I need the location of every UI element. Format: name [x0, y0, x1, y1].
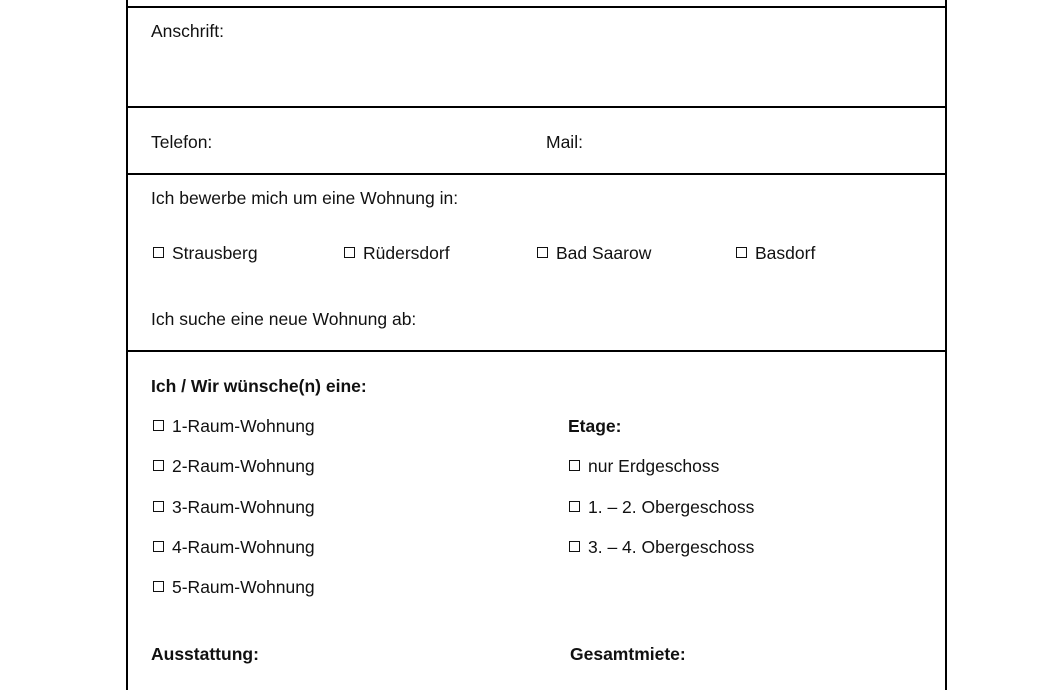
checkbox-icon[interactable] — [569, 501, 580, 512]
floor-heading: Etage: — [568, 416, 622, 436]
checkbox-3-room[interactable] — [153, 497, 315, 517]
checkbox-ruedersdorf[interactable] — [344, 243, 450, 263]
checkbox-label: 2-Raum-Wohnung — [172, 456, 315, 476]
checkbox-label: Basdorf — [755, 243, 816, 263]
checkbox-bad-saarow[interactable] — [537, 243, 651, 263]
mail-label: Mail: — [546, 132, 583, 152]
features-heading: Ausstattung: — [151, 644, 259, 664]
checkbox-label: Rüdersdorf — [363, 243, 450, 263]
divider-top — [128, 6, 945, 8]
checkbox-icon[interactable] — [537, 247, 548, 258]
checkbox-icon[interactable] — [569, 541, 580, 552]
checkbox-icon[interactable] — [344, 247, 355, 258]
checkbox-label: 4-Raum-Wohnung — [172, 537, 315, 557]
phone-label: Telefon: — [151, 132, 213, 152]
checkbox-icon[interactable] — [153, 541, 164, 552]
checkbox-floor-3-4[interactable] — [569, 537, 754, 557]
divider-contact — [128, 173, 945, 175]
checkbox-label: Bad Saarow — [556, 243, 652, 263]
checkbox-label: 1-Raum-Wohnung — [172, 416, 315, 436]
application-form — [126, 0, 947, 690]
checkbox-label: Strausberg — [172, 243, 258, 263]
divider-address — [128, 106, 945, 108]
address-label: Anschrift: — [151, 21, 224, 41]
checkbox-icon[interactable] — [153, 420, 164, 431]
divider-location — [128, 350, 945, 352]
checkbox-2-room[interactable] — [153, 456, 315, 476]
checkbox-icon[interactable] — [153, 581, 164, 592]
checkbox-icon[interactable] — [153, 460, 164, 471]
checkbox-label: 3-Raum-Wohnung — [172, 497, 315, 517]
checkbox-icon[interactable] — [736, 247, 747, 258]
location-prompt: Ich bewerbe mich um eine Wohnung in: — [151, 188, 459, 208]
checkbox-floor-1-2[interactable] — [569, 497, 754, 517]
checkbox-icon[interactable] — [153, 247, 164, 258]
move-in-label: Ich suche eine neue Wohnung ab: — [151, 309, 417, 329]
apartment-heading: Ich / Wir wünsche(n) eine: — [151, 376, 367, 396]
checkbox-label: 5-Raum-Wohnung — [172, 577, 315, 597]
checkbox-5-room[interactable] — [153, 577, 315, 597]
checkbox-basdorf[interactable] — [736, 243, 815, 263]
checkbox-icon[interactable] — [569, 460, 580, 471]
checkbox-icon[interactable] — [153, 501, 164, 512]
checkbox-strausberg[interactable] — [153, 243, 258, 263]
checkbox-ground-floor[interactable] — [569, 456, 719, 476]
checkbox-label: 1. – 2. Obergeschoss — [588, 497, 755, 517]
checkbox-1-room[interactable] — [153, 416, 315, 436]
checkbox-label: nur Erdgeschoss — [588, 456, 720, 476]
rent-heading: Gesamtmiete: — [570, 644, 686, 664]
checkbox-label: 3. – 4. Obergeschoss — [588, 537, 755, 557]
checkbox-4-room[interactable] — [153, 537, 315, 557]
